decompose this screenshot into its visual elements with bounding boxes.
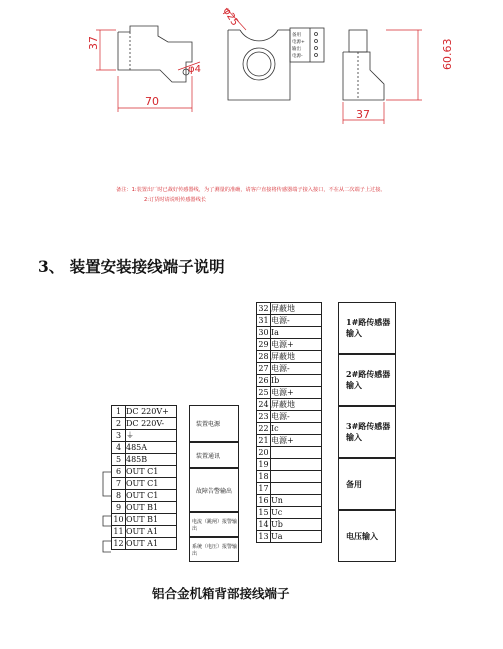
left-terminal-row <box>112 418 177 430</box>
terminal-number: 6 <box>112 466 126 478</box>
dimension-drawing <box>0 0 503 130</box>
terminal-label: Ic <box>271 423 322 435</box>
terminal-label <box>271 459 322 471</box>
terminal-number: 27 <box>258 363 269 373</box>
left-terminal-row <box>112 526 177 538</box>
terminal-label: OUT C1 <box>126 490 177 502</box>
terminal-number: 22 <box>258 423 269 433</box>
terminal-label: 485B <box>126 454 177 466</box>
terminal-label: 电源- <box>271 363 322 375</box>
right-terminal-table <box>256 302 322 543</box>
terminal-number: 25 <box>258 387 269 397</box>
terminal-number: 26 <box>258 375 269 385</box>
dim-diameter-top: φ25 <box>220 5 241 28</box>
right-terminal-row <box>257 363 322 375</box>
right-terminal-row <box>257 303 322 315</box>
terminal-number: 12 <box>113 538 124 548</box>
group-device-comm: 装置通讯 <box>189 442 239 468</box>
right-terminal-row <box>257 447 322 459</box>
bracket-drawing <box>118 26 192 82</box>
terminal-label: 485A <box>126 442 177 454</box>
side-view-drawing <box>343 30 384 100</box>
left-terminal-row <box>112 490 177 502</box>
right-terminal-row <box>257 435 322 447</box>
terminal-number: 10 <box>113 514 124 524</box>
terminal-number: 32 <box>258 303 269 313</box>
terminal-number: 14 <box>258 519 269 529</box>
terminal-number: 21 <box>258 435 269 445</box>
left-terminal-table <box>111 405 177 550</box>
terminal-label <box>271 471 322 483</box>
right-terminal-row <box>257 471 322 483</box>
right-terminal-row <box>257 531 322 543</box>
right-terminal-row <box>257 411 322 423</box>
group-sensor-2: 2#路传感器输入 <box>338 354 396 406</box>
right-terminal-row <box>257 339 322 351</box>
note-line-2: 2:订货时请说明传感器线长 <box>144 197 207 203</box>
terminal-number: 30 <box>258 327 269 337</box>
sensor-drawing <box>228 28 324 100</box>
terminal-label: 屏蔽地 <box>271 399 322 411</box>
terminal-label: 电源+ <box>271 435 322 447</box>
right-terminal-row <box>257 327 322 339</box>
terminal-label <box>271 483 322 495</box>
terminal-number: 18 <box>258 471 269 481</box>
terminal-label: Ia <box>271 327 322 339</box>
left-terminal-row <box>112 454 177 466</box>
left-terminal-row <box>112 466 177 478</box>
terminal-number: 29 <box>258 339 269 349</box>
group-voltage-alarm: 系统（电压）报警输出 <box>189 537 239 562</box>
terminal-label: Uc <box>271 507 322 519</box>
terminal-label: DC 220V+ <box>126 406 177 418</box>
terminal-label: 屏蔽地 <box>271 351 322 363</box>
terminal-number: 16 <box>258 495 269 505</box>
left-terminal-row <box>112 538 177 550</box>
terminal-label-4: 电源- <box>292 54 303 59</box>
terminal-label: OUT B1 <box>126 514 177 526</box>
figure-caption: 铝合金机箱背部接线端子 <box>152 586 290 601</box>
group-device-power: 装置电源 <box>189 405 239 442</box>
terminal-number: 13 <box>258 531 269 541</box>
terminal-label <box>271 447 322 459</box>
group-sensor-3: 3#路传感器输入 <box>338 406 396 458</box>
terminal-label: 电源+ <box>271 339 322 351</box>
group-current-alarm: 电流（跳闸）报警输出 <box>189 512 239 537</box>
terminal-label-1: 备用 <box>292 33 301 38</box>
right-terminal-row <box>257 459 322 471</box>
terminal-label-3: 输出 <box>292 47 301 52</box>
right-terminal-row <box>257 507 322 519</box>
group-fault-alarm: 故障告警输出 <box>189 468 239 512</box>
right-terminal-row <box>257 387 322 399</box>
terminal-number: 3 <box>112 430 126 442</box>
left-terminal-row <box>112 502 177 514</box>
terminal-number: 2 <box>112 418 126 430</box>
terminal-number: 7 <box>112 478 126 490</box>
terminal-number: 1 <box>112 406 126 418</box>
left-terminal-row <box>112 478 177 490</box>
left-terminal-row <box>112 430 177 442</box>
terminal-number: 8 <box>112 490 126 502</box>
right-terminal-row <box>257 519 322 531</box>
left-terminal-row <box>112 442 177 454</box>
terminal-number: 23 <box>258 411 269 421</box>
right-terminal-row <box>257 375 322 387</box>
terminal-label: Ub <box>271 519 322 531</box>
group-voltage-input: 电压输入 <box>338 510 396 562</box>
terminal-label: 电源- <box>271 411 322 423</box>
terminal-label: 电源- <box>271 315 322 327</box>
terminal-label: OUT B1 <box>126 502 177 514</box>
terminal-number: 11 <box>113 526 124 536</box>
section-heading: 3、 装置安装接线端子说明 <box>38 257 225 276</box>
group-spare: 备用 <box>338 458 396 510</box>
terminal-label: OUT C1 <box>126 466 177 478</box>
dim-height-right: 60.63 <box>441 38 454 70</box>
terminal-label: ⏚ <box>126 430 177 442</box>
right-terminal-row <box>257 399 322 411</box>
terminal-label: 屏蔽地 <box>271 303 322 315</box>
terminal-number: 19 <box>258 459 269 469</box>
terminal-number: 9 <box>112 502 126 514</box>
right-terminal-row <box>257 483 322 495</box>
note-line-1: 备注：1:装置出厂时已裁好传感器线，为了测量的准确，请客户直接将传感器端子接入接口，不在从二次端子上过接。 <box>116 187 386 193</box>
right-terminal-row <box>257 351 322 363</box>
terminal-number: 24 <box>258 399 269 409</box>
dim-height-left: 37 <box>87 36 100 50</box>
terminal-label-2: 电源+ <box>292 40 305 45</box>
terminal-label: Ua <box>271 531 322 543</box>
right-terminal-row <box>257 315 322 327</box>
right-terminal-row <box>257 495 322 507</box>
dim-hole: φ4 <box>188 64 201 75</box>
left-terminal-row <box>112 514 177 526</box>
terminal-label: 电源+ <box>271 387 322 399</box>
left-terminal-row <box>112 406 177 418</box>
terminal-number: 20 <box>258 447 269 457</box>
terminal-label: OUT A1 <box>126 526 177 538</box>
dim-width-bottom: 70 <box>145 95 159 108</box>
terminal-number: 31 <box>258 315 269 325</box>
terminal-number: 17 <box>258 483 269 493</box>
terminal-label: Un <box>271 495 322 507</box>
terminal-label: Ib <box>271 375 322 387</box>
terminal-number: 28 <box>258 351 269 361</box>
terminal-number: 4 <box>112 442 126 454</box>
dim-width-side: 37 <box>356 108 370 121</box>
out-bracket-lines <box>100 460 114 560</box>
terminal-number: 15 <box>258 507 269 517</box>
terminal-label: OUT A1 <box>126 538 177 550</box>
terminal-label: DC 220V- <box>126 418 177 430</box>
group-sensor-1: 1#路传感器输入 <box>338 302 396 354</box>
terminal-number: 5 <box>112 454 126 466</box>
terminal-label: OUT C1 <box>126 478 177 490</box>
right-terminal-row <box>257 423 322 435</box>
